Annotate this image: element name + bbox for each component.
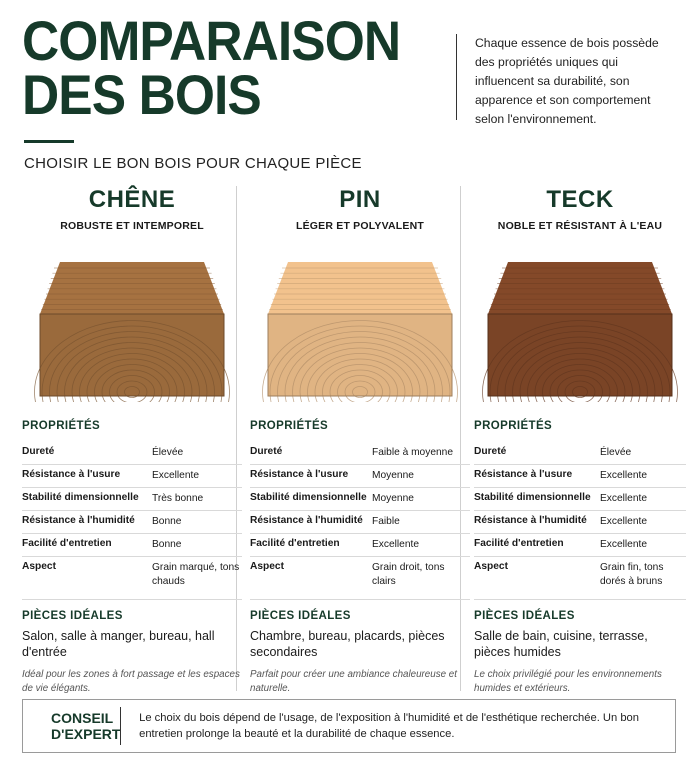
rooms-title: PIÈCES IDÉALES [474, 610, 575, 622]
properties-title: PROPRIÉTÉS [474, 420, 553, 432]
wood-column-pin [250, 186, 470, 696]
wood-name: CHÊNE [88, 186, 176, 213]
property-row: Résistance à l'humidité Faible [250, 511, 470, 534]
property-row: Stabilité dimensionnelle Moyenne [250, 488, 470, 511]
rooms-note: Le choix privilégié pour les environnements humides et extérieurs. [474, 669, 662, 694]
rooms-list: Salon, salle à manger, bureau, hall d'entrée [22, 629, 215, 659]
rooms-title: PIÈCES IDÉALES [22, 610, 123, 622]
wood-column-chene [22, 186, 242, 696]
block-top-face [488, 262, 672, 314]
property-row: Stabilité dimensionnelle Très bonne [22, 488, 242, 511]
properties-table [474, 442, 686, 593]
wood-tagline: ROBUSTE ET INTEMPOREL [60, 220, 204, 232]
properties-table [22, 442, 242, 593]
property-row: Aspect Grain fin, tons dorés à bruns [474, 561, 664, 587]
property-row: Aspect Grain droit, tons clairs [250, 561, 445, 587]
section-divider [250, 599, 470, 600]
wood-tagline: LÉGER ET POLYVALENT [295, 220, 425, 232]
property-row: Résistance à l'usure Excellente [22, 465, 242, 488]
title-underline [24, 140, 74, 143]
title-line-1: COMPARAISON [22, 9, 401, 72]
wood-tagline: NOBLE ET RÉSISTANT À L'EAU [497, 220, 663, 232]
wood-name: PIN [339, 186, 381, 213]
property-row: Facilité d'entretien Excellente [474, 534, 686, 557]
properties-title: PROPRIÉTÉS [22, 420, 101, 432]
rooms-note: Parfait pour créer une ambiance chaleureuse et naturelle. [250, 669, 457, 694]
rooms-list: Salle de bain, cuisine, terrasse, pièces humides [474, 629, 648, 659]
advice-text: Le choix du bois dépend de l'usage, de l'exposition à l'humidité et de l'esthétique recherchée. Un bon entretien prolonge la beauté et la durabilité de chaque essence. [139, 712, 639, 740]
expert-advice-box [22, 699, 676, 753]
wood-name: TECK [546, 186, 614, 213]
block-top-face [40, 262, 224, 314]
property-row: Dureté Élevée [474, 442, 686, 465]
property-row: Facilité d'entretien Excellente [250, 534, 470, 557]
wood-block-image [480, 252, 680, 402]
wood-column-teck [474, 186, 686, 696]
wood-block-image [32, 252, 232, 402]
advice-title: CONSEIL D'EXPERT [51, 710, 121, 742]
page-subtitle: CHOISIR LE BON BOIS POUR CHAQUE PIÈCE [24, 155, 362, 172]
properties-title: PROPRIÉTÉS [250, 420, 329, 432]
property-row: Résistance à l'usure Excellente [474, 465, 686, 488]
wood-block-image [260, 252, 460, 402]
rooms-note: Idéal pour les zones à fort passage et les espaces de vie élégants. [22, 669, 240, 694]
intro-text: Chaque essence de bois possède des propriétés uniques qui influencent sa durabilité, son apparence et son comportement selon l'environnement. [456, 34, 678, 120]
section-divider [22, 599, 242, 600]
title-line-2: DES BOIS [22, 63, 261, 126]
properties-table [250, 442, 470, 593]
property-row: Aspect Grain marqué, tons chauds [22, 561, 240, 587]
property-row: Résistance à l'humidité Excellente [474, 511, 686, 534]
rooms-title: PIÈCES IDÉALES [250, 610, 351, 622]
property-row: Dureté Faible à moyenne [250, 442, 470, 465]
property-row: Dureté Élevée [22, 442, 242, 465]
property-row: Résistance à l'humidité Bonne [22, 511, 242, 534]
page-title [22, 9, 442, 126]
property-row: Stabilité dimensionnelle Excellente [474, 488, 686, 511]
block-top-face [268, 262, 452, 314]
property-row: Résistance à l'usure Moyenne [250, 465, 470, 488]
rooms-list: Chambre, bureau, placards, pièces secondaires [250, 629, 445, 659]
property-row: Facilité d'entretien Bonne [22, 534, 242, 557]
section-divider [474, 599, 686, 600]
